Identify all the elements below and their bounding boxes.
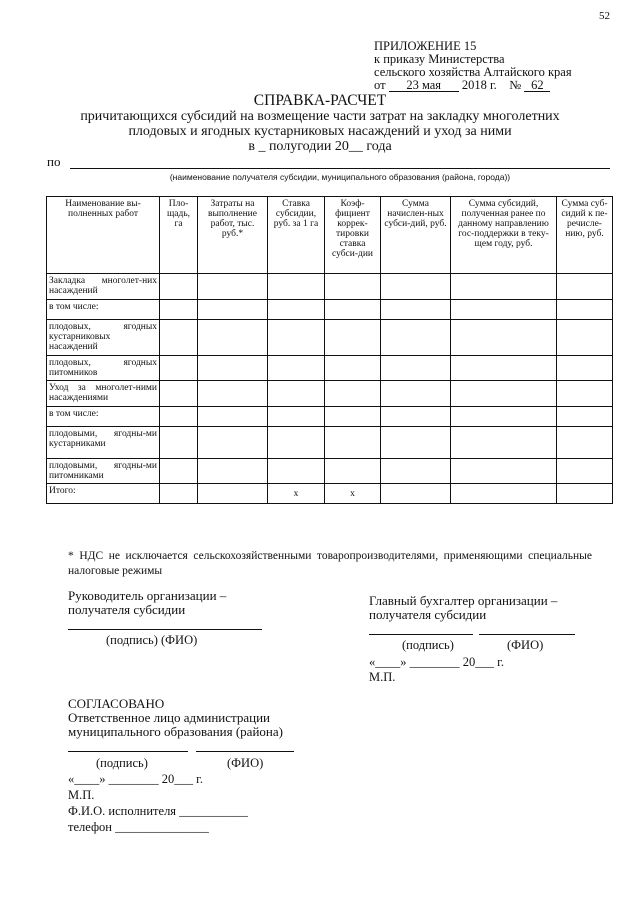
head-signature-block	[68, 589, 226, 617]
table-cell	[198, 381, 268, 407]
appendix-block	[374, 40, 572, 92]
table-cell	[451, 407, 557, 427]
table-cell	[268, 274, 325, 300]
head-sign-caption: (подпись) (ФИО)	[106, 633, 198, 647]
table-cell	[268, 320, 325, 356]
row-label: Закладка многолет-них насаждений	[47, 274, 160, 300]
row-label: в том числе:	[47, 407, 160, 427]
table-header-row	[47, 197, 613, 274]
head-sign-line	[68, 629, 262, 630]
table-cell	[557, 300, 613, 320]
table-cell	[325, 427, 381, 459]
table-cell	[268, 356, 325, 381]
subtitle-line: в _ полугодии 20__ года	[248, 139, 392, 154]
row-label: Уход за многолет-ними насаждениями	[47, 381, 160, 407]
agreed-line: муниципального образования (района)	[68, 724, 283, 739]
header-cell: Затраты на выполнение работ, тыс. руб.*	[198, 197, 268, 274]
table-row	[47, 381, 613, 407]
table-cell	[268, 427, 325, 459]
table-cell	[451, 427, 557, 459]
table-cell	[198, 300, 268, 320]
table-cell	[198, 320, 268, 356]
head-title-line: Руководитель организации –	[68, 588, 227, 603]
table-cell	[451, 484, 557, 504]
accountant-sign-caption: (подпись)	[402, 638, 454, 652]
table-cell	[268, 459, 325, 484]
table-cell	[451, 300, 557, 320]
recipient-hint: (наименование получателя субсидии, муниципального образования (района, города))	[169, 172, 511, 182]
table-cell	[325, 381, 381, 407]
table-cell	[381, 407, 451, 427]
phone-line: телефон _______________	[68, 820, 209, 834]
table-cell	[160, 407, 198, 427]
table-row	[47, 427, 613, 459]
table-cell	[451, 381, 557, 407]
appendix-title: ПРИЛОЖЕНИЕ 15	[374, 39, 477, 53]
header-cell: Сумма суб-сидий к пе-речисле-нию, руб.	[557, 197, 613, 274]
subtitle-line: плодовых и ягодных кустарниковых насаждений и уход за ними	[128, 124, 512, 139]
table-cell	[160, 381, 198, 407]
table-cell	[198, 407, 268, 427]
appendix-date-line	[374, 79, 572, 92]
agreed-fio-caption: (ФИО)	[227, 756, 264, 770]
table-row	[47, 320, 613, 356]
row-label: плодовых, ягодных питомников	[47, 356, 160, 381]
calculation-table	[46, 196, 613, 504]
table-cell	[557, 427, 613, 459]
table-cell	[557, 320, 613, 356]
table-cell	[198, 274, 268, 300]
table-cell	[198, 459, 268, 484]
accountant-sign-line	[369, 634, 473, 635]
agreed-title: СОГЛАСОВАНО	[68, 696, 165, 711]
table-cell	[557, 407, 613, 427]
accountant-date: «____» ________ 20___ г.	[369, 655, 504, 669]
table-cell	[381, 459, 451, 484]
row-label: плодовых, ягодных кустарниковых насаждений	[47, 320, 160, 356]
table-cell	[160, 320, 198, 356]
table-cell	[160, 427, 198, 459]
accountant-fio-line	[479, 634, 575, 635]
appendix-line: сельского хозяйства Алтайского края	[374, 65, 572, 79]
table-cell	[198, 484, 268, 504]
table-cell	[451, 274, 557, 300]
agreed-block	[68, 697, 283, 739]
table-cell	[198, 427, 268, 459]
agreed-sign-line	[68, 751, 188, 752]
table-cell	[325, 320, 381, 356]
table-cell: x	[325, 484, 381, 504]
appendix-from: от	[374, 78, 386, 92]
appendix-no-value: 62	[524, 80, 550, 92]
table-cell	[325, 356, 381, 381]
agreed-sign-caption: (подпись)	[96, 756, 148, 770]
recipient-line	[70, 168, 610, 169]
table-cell	[381, 381, 451, 407]
accountant-stamp-place: М.П.	[369, 670, 396, 684]
appendix-year: 2018 г.	[461, 78, 497, 92]
table-cell	[557, 274, 613, 300]
table-cell	[160, 300, 198, 320]
accountant-title-line: получателя субсидии	[369, 607, 487, 622]
accountant-fio-caption: (ФИО)	[507, 638, 544, 652]
header-cell: Сумма субсидий, полученная ранее по данному направлению гос-поддержки в теку-щем году, руб.	[451, 197, 557, 274]
header-cell: Ставка субсидии, руб. за 1 га	[268, 197, 325, 274]
header-cell: Наименование вы-полненных работ	[47, 197, 160, 274]
table-cell	[557, 356, 613, 381]
table-row	[47, 459, 613, 484]
table-cell	[557, 484, 613, 504]
row-label: в том числе:	[47, 300, 160, 320]
document-title: СПРАВКА-РАСЧЕТ	[253, 92, 387, 109]
row-label: Итого:	[47, 484, 160, 504]
appendix-day: 23 мая	[389, 80, 459, 92]
row-label: плодовыми, ягодны-ми питомниками	[47, 459, 160, 484]
table-cell	[325, 459, 381, 484]
table-cell	[557, 381, 613, 407]
table-cell	[557, 459, 613, 484]
table-cell	[381, 484, 451, 504]
table-cell	[381, 300, 451, 320]
table-cell	[160, 274, 198, 300]
row-label: плодовыми, ягодны-ми кустарниками	[47, 427, 160, 459]
page-number: 52	[599, 10, 610, 22]
table-cell	[451, 459, 557, 484]
head-title-line: получателя субсидии	[68, 602, 186, 617]
agreed-fio-line	[196, 751, 294, 752]
agreed-date: «____» ________ 20___ г.	[68, 772, 203, 786]
table-row	[47, 484, 613, 504]
table-cell	[325, 407, 381, 427]
table-cell	[325, 300, 381, 320]
agreed-line: Ответственное лицо администрации	[68, 710, 271, 725]
table-cell	[451, 320, 557, 356]
header-cell: Сумма начислен-ных субси-дий, руб.	[381, 197, 451, 274]
table-cell	[268, 407, 325, 427]
table-cell	[381, 320, 451, 356]
header-cell: Коэф-фициент коррек-тировки ставка субси-дии	[325, 197, 381, 274]
executor-line: Ф.И.О. исполнителя ___________	[68, 804, 248, 818]
header-cell: Пло-щадь, га	[160, 197, 198, 274]
table-row	[47, 407, 613, 427]
footnote: * НДС не исключается сельскохозяйственными товаропроизводителями, применяющими специальные налоговые режимы	[68, 550, 592, 577]
table-cell	[381, 274, 451, 300]
table-cell	[268, 381, 325, 407]
table-cell	[198, 356, 268, 381]
table-cell: x	[268, 484, 325, 504]
table-row	[47, 274, 613, 300]
table-cell	[160, 356, 198, 381]
accountant-signature-block	[369, 594, 557, 622]
po-label: по	[47, 154, 61, 169]
appendix-no-label: №	[509, 78, 522, 92]
table-cell	[160, 459, 198, 484]
table-cell	[160, 484, 198, 504]
agreed-stamp-place: М.П.	[68, 788, 95, 802]
table-cell	[381, 427, 451, 459]
subtitle-line: причитающихся субсидий на возмещение части затрат на закладку многолетних	[80, 109, 560, 124]
table-cell	[451, 356, 557, 381]
table-row	[47, 300, 613, 320]
table-row	[47, 356, 613, 381]
appendix-line: к приказу Министерства	[374, 52, 505, 66]
table-cell	[268, 300, 325, 320]
accountant-title-line: Главный бухгалтер организации –	[369, 593, 558, 608]
table-cell	[381, 356, 451, 381]
table-cell	[325, 274, 381, 300]
